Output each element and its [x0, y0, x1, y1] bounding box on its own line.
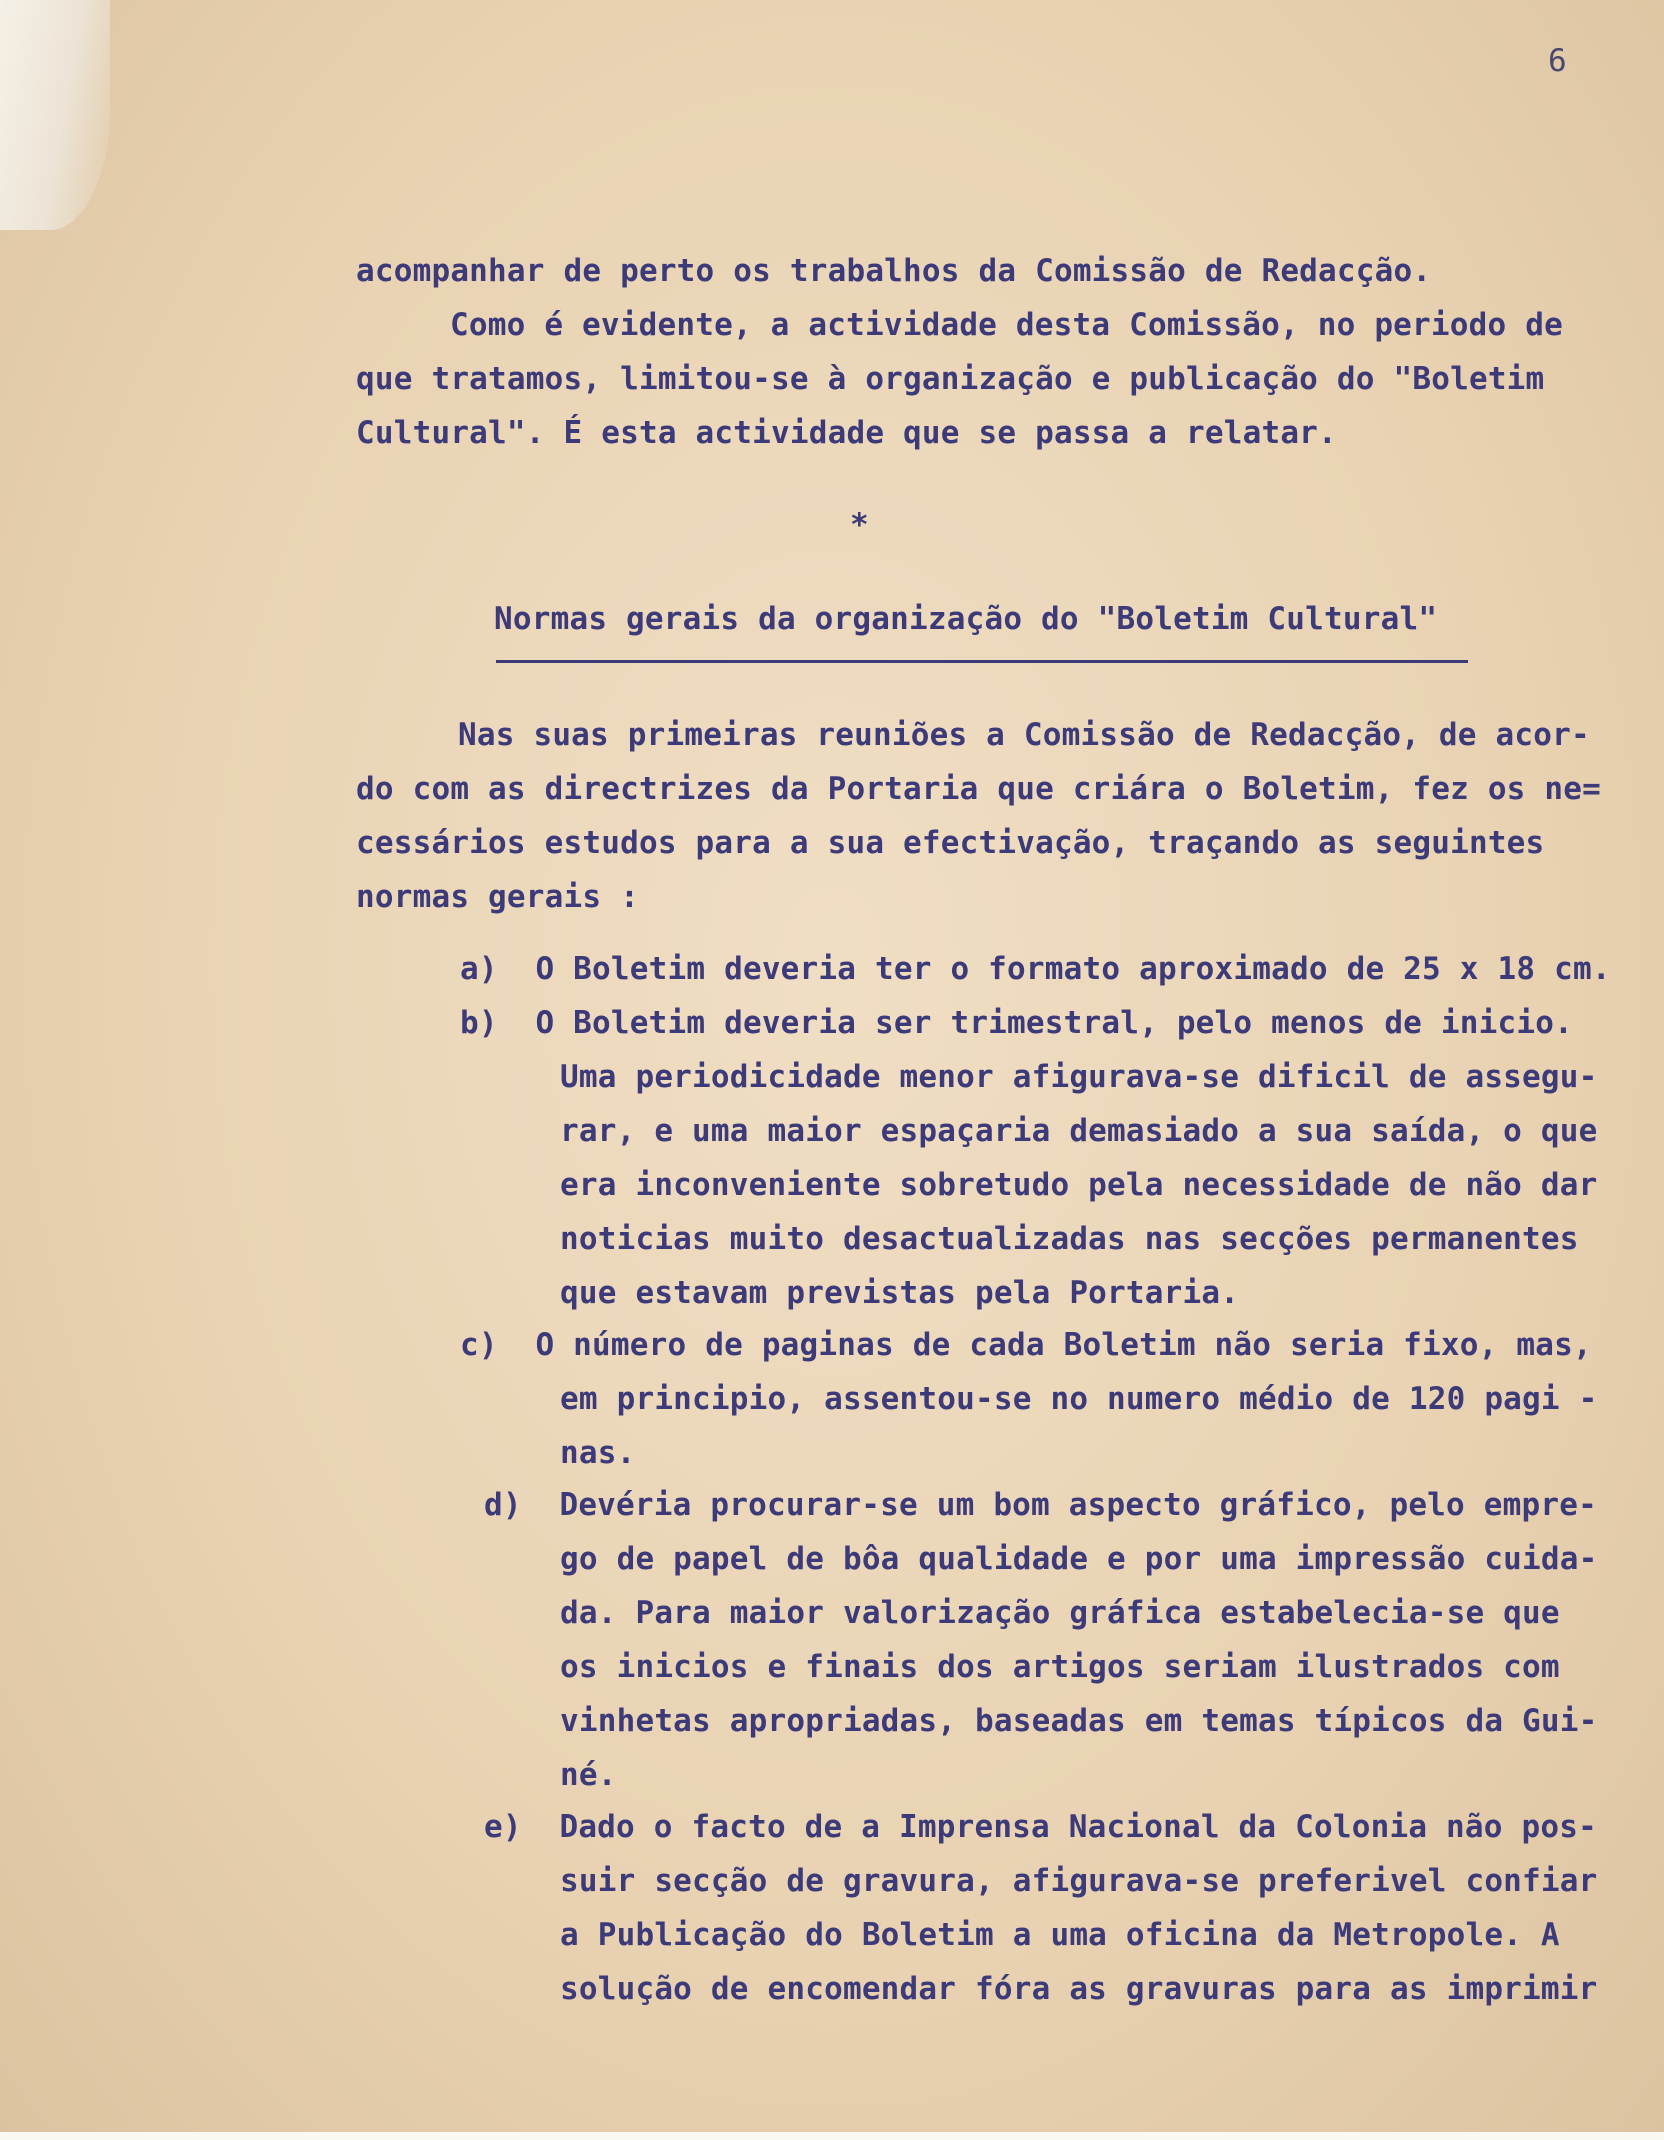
text-line: go de papel de bôa qualidade e por uma impressão cuida-: [560, 1541, 1598, 1577]
text-line: nas.: [560, 1435, 636, 1471]
text-line: que tratamos, limitou-se à organização e publicação do "Boletim: [356, 361, 1545, 397]
torn-paper-edge: [0, 0, 110, 230]
text-line: os inicios e finais dos artigos seriam ilustrados com: [560, 1649, 1560, 1685]
heading-underline: [496, 660, 1468, 663]
section-heading: Normas gerais da organização do "Boletim Cultural": [494, 601, 1438, 637]
text-line: era inconveniente sobretudo pela necessidade de não dar: [560, 1167, 1598, 1203]
text-line: Cultural". É esta actividade que se passa a relatar.: [356, 415, 1337, 451]
list-item-d: d) Devéria procurar-se um bom aspecto gráfico, pelo empre-: [484, 1487, 1597, 1523]
text-line: Como é evidente, a actividade desta Comissão, no periodo de: [450, 307, 1563, 343]
text-line: acompanhar de perto os trabalhos da Comissão de Redacção.: [356, 253, 1432, 289]
text-line: vinhetas apropriadas, baseadas em temas típicos da Gui-: [560, 1703, 1598, 1739]
text-line: em principio, assentou-se no numero médio de 120 pagi -: [560, 1381, 1598, 1417]
paper-bottom-edge: [0, 2132, 1664, 2140]
text-line: do com as directrizes da Portaria que criára o Boletim, fez os ne=: [356, 771, 1601, 807]
text-line: suir secção de gravura, afigurava-se preferivel confiar: [560, 1863, 1598, 1899]
text-line: né.: [560, 1757, 617, 1793]
text-line: solução de encomendar fóra as gravuras para as imprimir: [560, 1971, 1598, 2007]
section-separator-star: *: [850, 507, 869, 543]
text-line: normas gerais :: [356, 879, 639, 915]
list-item-a: a) O Boletim deveria ter o formato aproximado de 25 x 18 cm.: [460, 951, 1611, 987]
text-line: a Publicação do Boletim a uma oficina da Metropole. A: [560, 1917, 1560, 1953]
text-line: cessários estudos para a sua efectivação, traçando as seguintes: [356, 825, 1545, 861]
text-line: rar, e uma maior espaçaria demasiado a sua saída, o que: [560, 1113, 1598, 1149]
text-line: que estavam previstas pela Portaria.: [560, 1275, 1240, 1311]
page-number: 6: [1548, 43, 1567, 79]
text-line: Nas suas primeiras reuniões a Comissão de Redacção, de acor-: [458, 717, 1590, 753]
list-item-b: b) O Boletim deveria ser trimestral, pelo menos de inicio.: [460, 1005, 1573, 1041]
list-item-e: e) Dado o facto de a Imprensa Nacional da Colonia não pos-: [484, 1809, 1597, 1845]
text-line: da. Para maior valorização gráfica estabelecia-se que: [560, 1595, 1560, 1631]
list-item-c: c) O número de paginas de cada Boletim não seria fixo, mas,: [460, 1327, 1592, 1363]
text-line: noticias muito desactualizadas nas secções permanentes: [560, 1221, 1579, 1257]
text-line: Uma periodicidade menor afigurava-se dificil de assegu-: [560, 1059, 1598, 1095]
